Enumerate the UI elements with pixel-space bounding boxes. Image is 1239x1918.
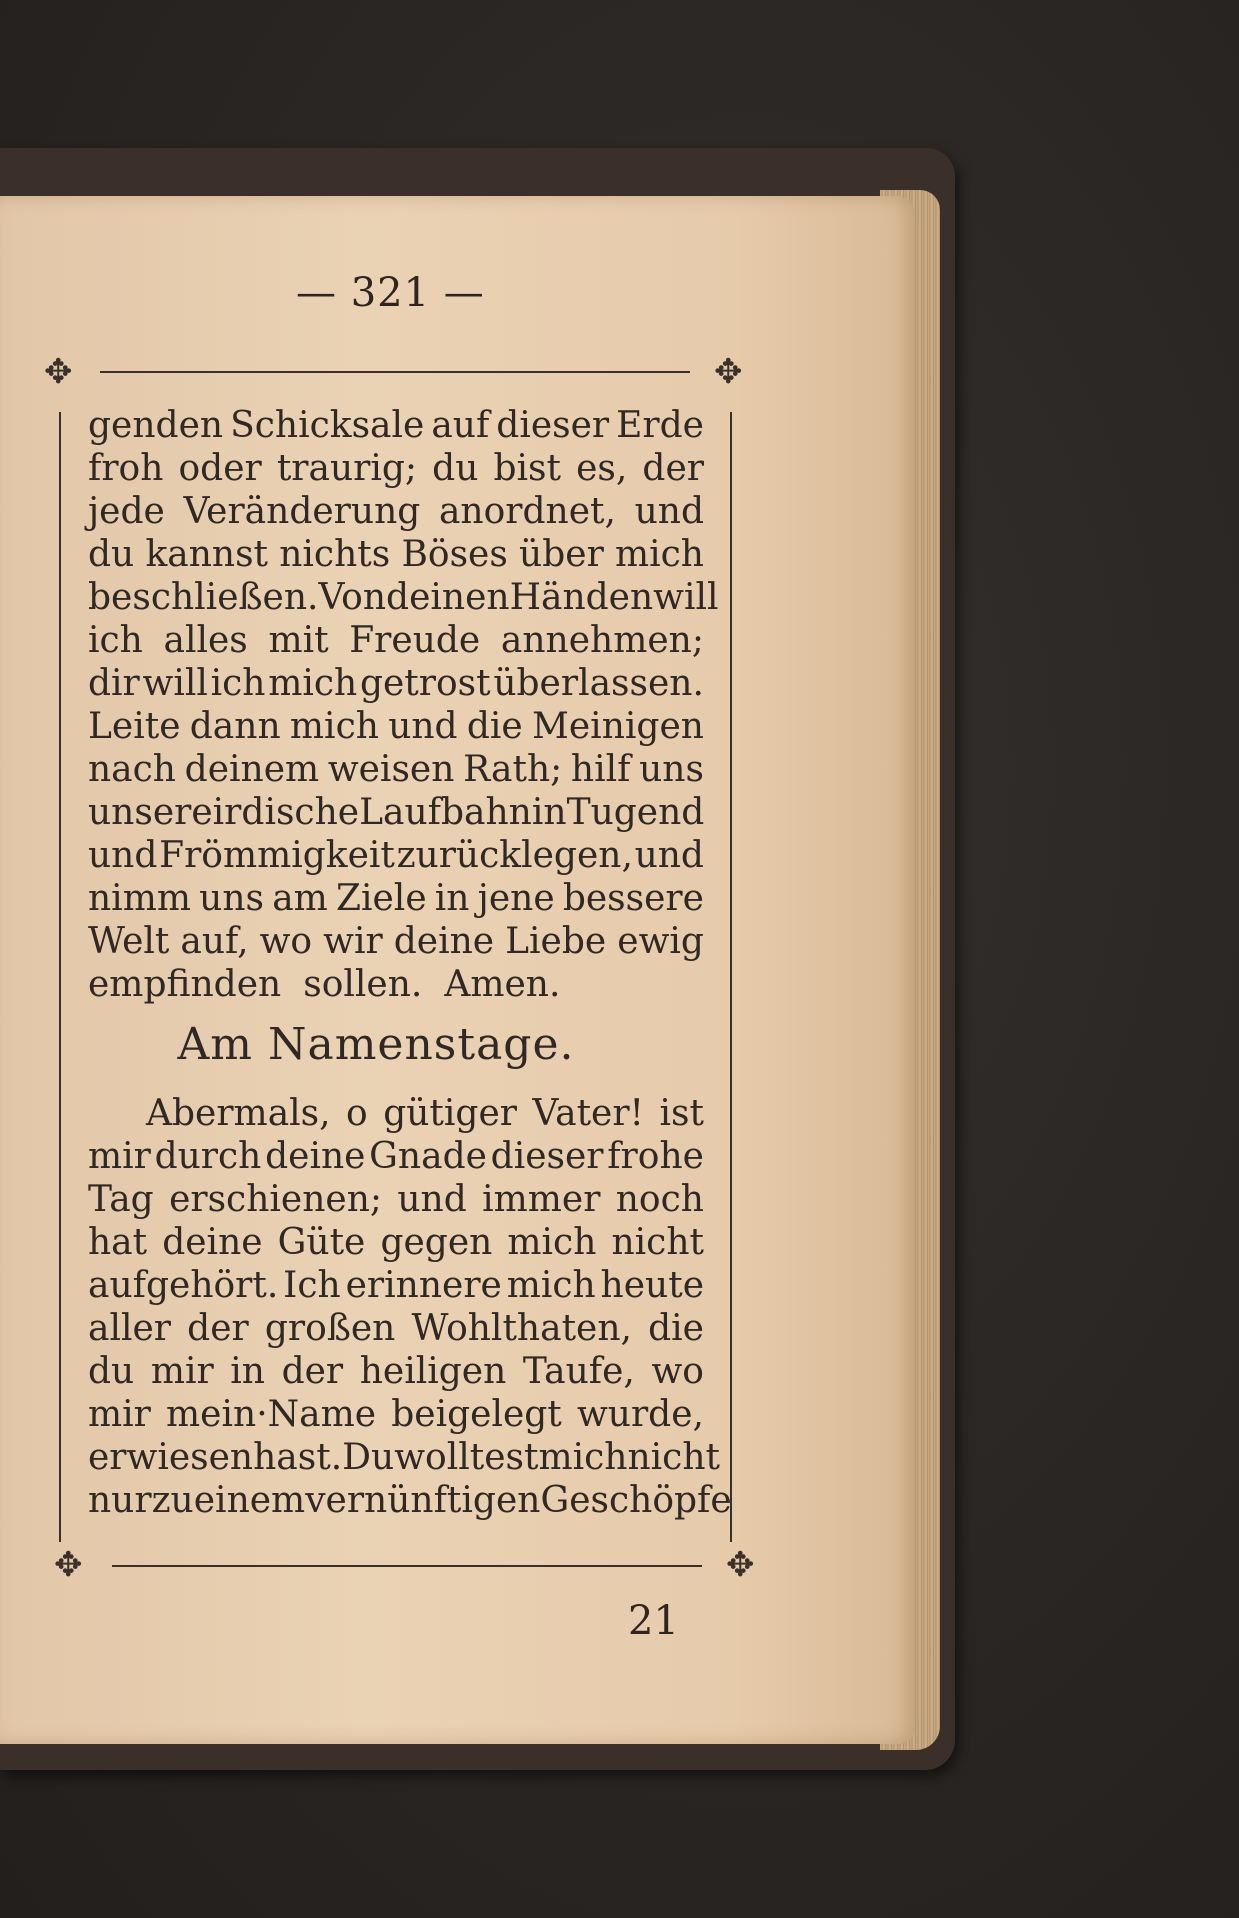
signature-mark: 21 [628,1598,679,1644]
frame-right-rule [730,412,732,1542]
text-line: beschließen. Von deinen Händen will [88,577,719,618]
text-line: dir will ich mich getrost überlassen. [88,663,704,704]
text-line: und Frömmigkeit zurücklegen, und [88,835,704,876]
text-line: froh oder traurig; du bist es, der [88,448,704,489]
text-line: empfinden sollen. Amen. [88,964,561,1005]
frame-top-rule [100,371,690,373]
page-number: — 321 — [296,270,485,316]
text-line: erwiesen hast. Du wolltest mich nicht [88,1437,720,1478]
text-line: du kannst nichts Böses über mich [88,534,704,575]
text-line: du mir in der heiligen Taufe, wo [88,1351,704,1392]
text-line: unsere irdische Laufbahn in Tugend [88,792,705,833]
text-line: Tag erschienen; und immer noch [88,1179,704,1220]
text-line: aufgehört. Ich erinnere mich heute [88,1265,704,1306]
page-text [88,404,732,1522]
text-line: nur zu einem vernünftigen Geschöpfe [88,1480,732,1521]
text-line: Abermals, o gütiger Vater! ist [146,1093,704,1134]
text-line: nach deinem weisen Rath; hilf uns [88,749,704,790]
section-heading: Am Namenstage. [177,1019,575,1070]
section-body [88,1092,732,1522]
text-line: mir durch deine Gnade dieser frohe [88,1136,704,1177]
text-line: aller der großen Wohlthaten, die [88,1308,704,1349]
text-line: jede Veränderung anordnet, und [88,491,704,532]
frame-left-rule [59,412,61,1542]
text-line: mir mein·Name beigelegt wurde, [88,1394,704,1435]
text-line: Leite dann mich und die Meinigen [88,706,704,747]
prayer-body [88,404,719,1006]
text-line: hat deine Güte gegen mich nicht [88,1222,704,1263]
corner-ornament-top-left: ✥ [44,352,73,392]
text-line: nimm uns am Ziele in jene bessere [88,878,704,919]
corner-ornament-bottom-right: ✥ [726,1545,755,1585]
corner-ornament-top-right: ✥ [714,352,743,392]
text-line: genden Schicksale auf dieser Erde [88,405,704,446]
text-line: ich alles mit Freude annehmen; [88,620,704,661]
frame-bottom-rule [112,1565,702,1567]
corner-ornament-bottom-left: ✥ [54,1545,83,1585]
text-line: Welt auf, wo wir deine Liebe ewig [88,921,704,962]
